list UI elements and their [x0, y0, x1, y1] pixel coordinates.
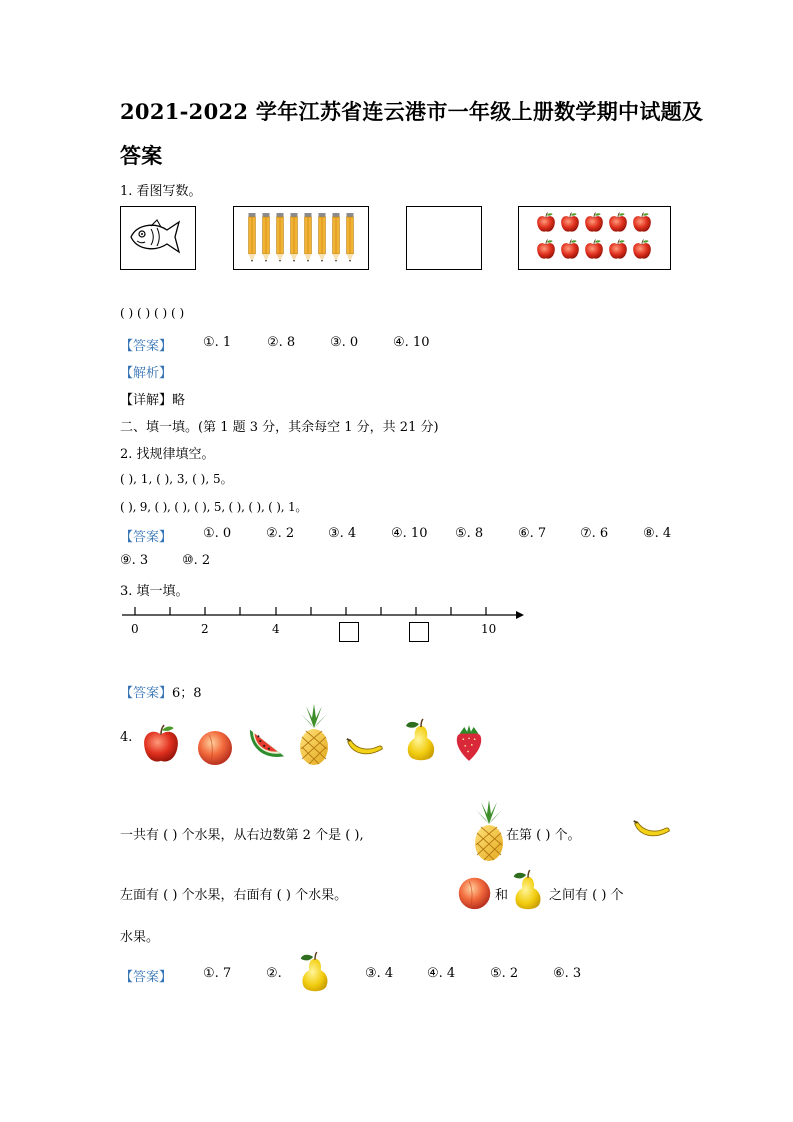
q1-answer-2: ②. 8	[267, 335, 296, 350]
q4-line1-b: 在第 ( ) 个。	[506, 828, 581, 843]
q1-answer-tag: 【答案】	[120, 339, 173, 354]
q4-line3: 水果。	[120, 930, 160, 945]
q2-row2: ( ), 9, ( ), ( ), ( ), 5, ( ), ( ), ( ), 1。	[120, 500, 308, 514]
pineapple-icon	[300, 704, 328, 765]
page-title-line1: 2021-2022 学年江苏省连云港市一年级上册数学期中试题及	[120, 99, 704, 124]
q1-answer-4: ④. 10	[393, 335, 430, 350]
banana-icon	[347, 739, 382, 754]
fish-icon	[121, 207, 195, 269]
q4-answer-tag: 【答案】	[120, 970, 173, 985]
q3-answer-tag: 【答案】	[120, 686, 173, 701]
pencils-picture-box	[233, 206, 369, 270]
banana-icon	[632, 818, 672, 844]
pear-icon	[406, 719, 434, 760]
q2-answer-9: ⑨. 3	[120, 553, 149, 568]
q2-answer-tag: 【答案】	[120, 530, 173, 545]
q2-answer-5: ⑤. 8	[455, 526, 484, 541]
number-line-blank-1[interactable]	[339, 622, 359, 642]
peach-icon	[456, 874, 493, 911]
q4-answer-4: ④. 4	[427, 966, 456, 981]
pineapple-icon	[472, 800, 506, 862]
q4-line2-c: 之间有 ( ) 个	[549, 888, 624, 903]
peach-icon	[198, 731, 232, 765]
pear-icon	[509, 868, 547, 914]
apples-picture-box	[518, 206, 671, 270]
fish-picture-box	[120, 206, 196, 270]
q2-label: 2. 找规律填空。	[120, 447, 215, 462]
q2-row1: ( ), 1, ( ), 3, ( ), 5。	[120, 472, 233, 486]
section2-heading: 二、填一填。(第 1 题 3 分，其余每空 1 分，共 21 分)	[120, 420, 439, 435]
q4-answer-6: ⑥. 3	[553, 966, 582, 981]
pencils-icon	[234, 207, 368, 269]
q2-answer-3: ③. 4	[328, 526, 357, 541]
apple-icon	[144, 725, 178, 762]
q2-answer-8: ⑧. 4	[643, 526, 672, 541]
apples-icon	[519, 207, 670, 269]
q2-answer-1: ①. 0	[203, 526, 232, 541]
q1-blanks: ( ) ( ) ( ) ( )	[120, 306, 185, 320]
pear-icon	[296, 950, 334, 996]
tick-label-4: 4	[272, 622, 280, 636]
q4-answer-5: ⑤. 2	[490, 966, 519, 981]
tick-label-0: 0	[131, 622, 139, 636]
page-title-line2: 答案	[120, 143, 163, 168]
q3-answer	[120, 682, 202, 701]
q4-line2-a: 左面有 ( ) 个水果，右面有 ( ) 个水果。	[120, 888, 348, 903]
q3-answer-values: 6；8	[172, 686, 202, 701]
watermelon-icon	[250, 730, 284, 757]
q2-answer-7: ⑦. 6	[580, 526, 609, 541]
q2-answer-6: ⑥. 7	[518, 526, 547, 541]
q4-answer-3: ③. 4	[365, 966, 394, 981]
q4-line2-b: 和	[495, 888, 509, 903]
q4-line1-a: 一共有 ( ) 个水果，从右边数第 2 个是 ( ),	[120, 828, 364, 843]
fruit-row	[140, 704, 500, 770]
q1-label: 1. 看图写数。	[120, 184, 202, 199]
q2-answer-10: ⑩. 2	[182, 553, 211, 568]
number-line-blank-2[interactable]	[409, 622, 429, 642]
q4-answer-1: ①. 7	[203, 966, 232, 981]
strawberry-icon	[457, 725, 481, 761]
number-line	[118, 604, 528, 626]
q1-answer-3: ③. 0	[330, 335, 359, 350]
q1-analysis-tag: 【解析】	[120, 366, 173, 381]
q4-label: 4.	[120, 730, 133, 745]
empty-picture-box	[406, 206, 482, 270]
q2-answer-4: ④. 10	[391, 526, 428, 541]
q2-answer-2: ②. 2	[266, 526, 295, 541]
tick-label-2: 2	[201, 622, 209, 636]
q1-answer-1: ①. 1	[203, 335, 232, 350]
tick-label-10: 10	[481, 622, 497, 636]
q4-answer-2: ②.	[266, 966, 282, 981]
q3-label: 3. 填一填。	[120, 584, 189, 599]
q1-detail: 【详解】略	[120, 393, 186, 408]
